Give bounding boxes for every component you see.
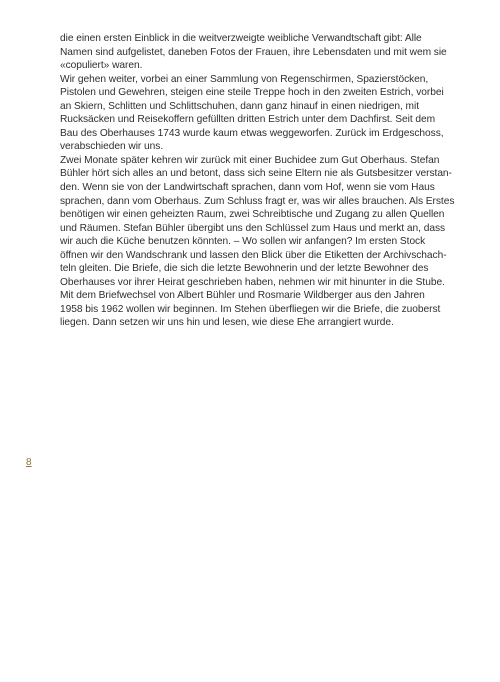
text-line: Bühler hört sich alles an und betont, dass sich seine Eltern nie als Gutsbesitzer verstan-	[60, 168, 452, 180]
text-line: den. Wenn sie von der Landwirtschaft sprachen, dann vom Hof, wenn sie vom Haus	[60, 182, 435, 194]
text-line: teln gleiten. Die Briefe, die sich die letzte Bewohnerin und der letzte Bewohner des	[60, 263, 429, 275]
text-line: Oberhauses vor ihrer Heirat geschrieben haben, nehmen wir mit hinunter in die Stube.	[60, 276, 445, 288]
page-number: 8	[26, 457, 32, 468]
text-line: sprachen, dann vom Oberhaus. Zum Schluss fragt er, was wir alles brauchen. Als Erstes	[60, 195, 455, 207]
text-line: «copuliert» waren.	[60, 60, 143, 72]
text-line: Pistolen und Gewehren, steigen eine steile Treppe hoch in den zweiten Estrich, vorbei	[60, 87, 444, 99]
text-line: Bau des Oberhauses 1743 wurde kaum etwas weggeworfen. Zurück im Erdgeschoss,	[60, 127, 444, 139]
text-line: Wir gehen weiter, vorbei an einer Sammlung von Regenschirmen, Spazierstöcken,	[60, 73, 429, 85]
text-line: liegen. Dann setzen wir uns hin und lesen, wie diese Ehe arrangiert wurde.	[60, 317, 394, 329]
text-line: Zwei Monate später kehren wir zurück mit einer Buchidee zum Gut Oberhaus. Stefan	[60, 154, 440, 166]
text-line: Namen sind aufgelistet, daneben Fotos der Frauen, ihre Lebensdaten und mit wem sie	[60, 46, 447, 58]
text-line: Mit dem Briefwechsel von Albert Bühler und Rosmarie Wildberger aus den Jahren	[60, 290, 425, 302]
text-line: und Räumen. Stefan Bühler übergibt uns den Schlüssel zum Haus und merkt an, dass	[60, 222, 446, 234]
text-line: an Skiern, Schlitten und Schlittschuhen, dann ganz hinauf in einen niedrigen, mit	[60, 100, 419, 112]
body-text	[60, 32, 472, 330]
text-line: verabschieden wir uns.	[60, 141, 164, 153]
text-line: öffnen wir den Wandschrank und lassen den Blick über die Etiketten der Archivschach-	[60, 249, 447, 261]
text-line: 1958 bis 1962 wollen wir beginnen. Im Stehen überfliegen wir die Briefe, die zuoberst	[60, 303, 441, 315]
text-line: wir auch die Küche benutzen könnten. – Wo sollen wir anfangen? Im ersten Stock	[60, 236, 426, 248]
text-line: die einen ersten Einblick in die weitverzweigte weibliche Verwandtschaft gibt: Alle	[60, 33, 422, 44]
text-line: benötigen wir einen geheizten Raum, zwei Schreibtische und Zugang zu allen Quellen	[60, 209, 445, 221]
text-line: Rucksäcken und Reisekoffern gefüllten dritten Estrich unter dem Dachfirst. Seit dem	[60, 114, 436, 126]
